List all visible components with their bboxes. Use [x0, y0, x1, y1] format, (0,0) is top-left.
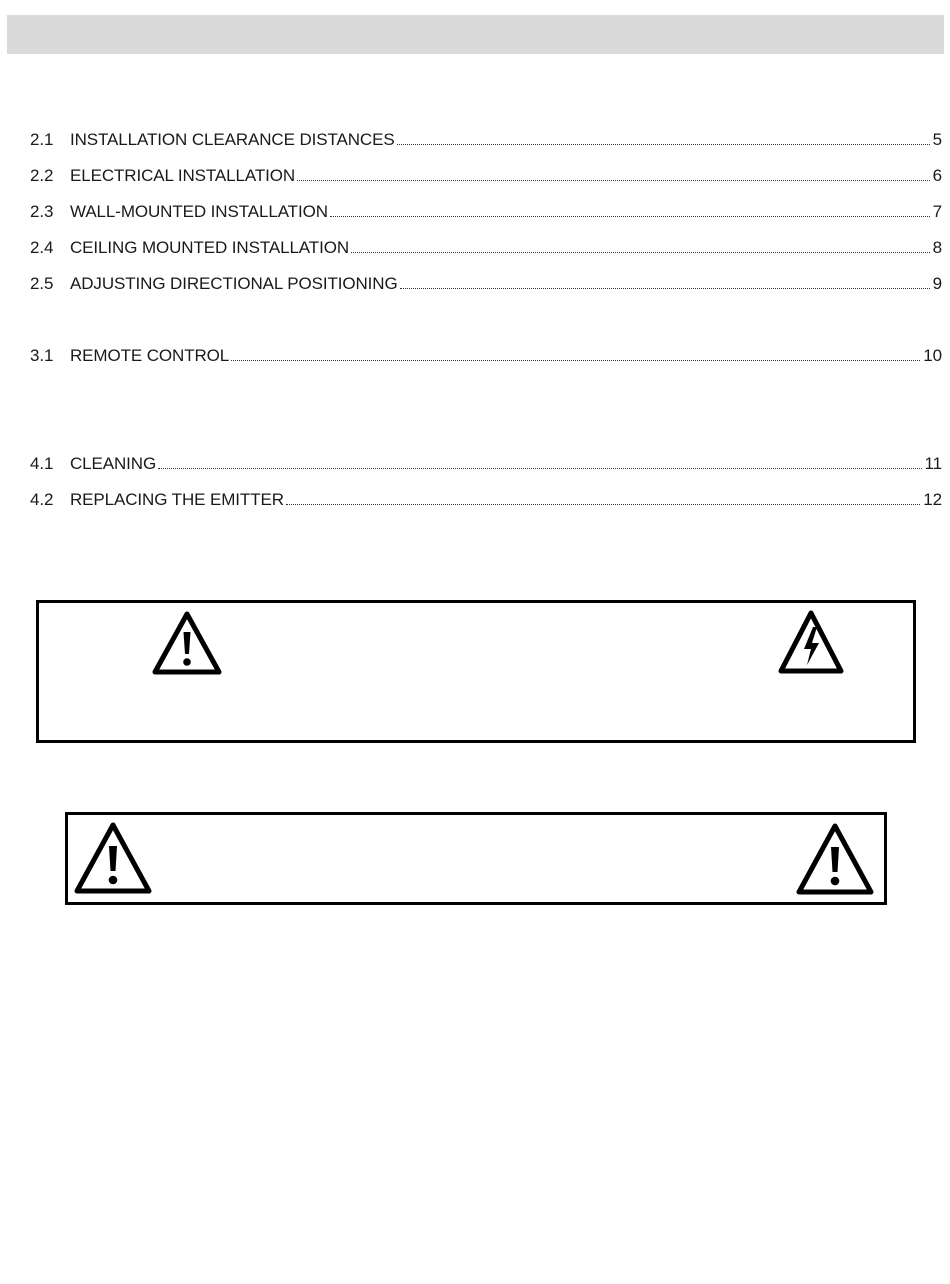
toc-entry-title: INSTALLATION CLEARANCE DISTANCES — [70, 130, 395, 149]
toc-dot-leader — [397, 143, 930, 145]
toc-entry-page: 6 — [932, 166, 942, 185]
warning-exclamation-icon — [73, 821, 153, 895]
toc-entry-number: 2.5 — [30, 274, 54, 293]
toc-dot-leader — [286, 503, 920, 505]
warning-exclamation-icon — [795, 822, 875, 896]
toc-dot-leader — [330, 215, 930, 217]
toc-entry[interactable] — [30, 450, 942, 474]
toc-entry-title: REPLACING THE EMITTER — [70, 490, 284, 509]
toc-entry-number: 2.4 — [30, 238, 54, 257]
toc-entry-title: ADJUSTING DIRECTIONAL POSITIONING — [70, 274, 398, 293]
toc-entry-number: 2.3 — [30, 202, 54, 221]
toc-dot-leader — [351, 251, 930, 253]
toc-entry-page: 8 — [932, 238, 942, 257]
header-bar — [7, 15, 944, 54]
toc-dot-leader — [297, 179, 930, 181]
toc-dot-leader — [158, 467, 921, 469]
warning-box — [36, 600, 916, 743]
toc-entry-page: 5 — [932, 130, 942, 149]
toc-entry-page: 10 — [923, 346, 942, 365]
toc-entry-number: 4.2 — [30, 490, 54, 509]
toc-entry[interactable] — [30, 126, 942, 150]
toc-entry-page: 7 — [932, 202, 942, 221]
toc-entry[interactable] — [30, 486, 942, 510]
toc-dot-leader — [231, 359, 920, 361]
warning-exclamation-icon — [151, 610, 223, 676]
toc-entry-title: CLEANING — [70, 454, 157, 473]
caution-box — [65, 812, 887, 905]
toc-entry-number: 4.1 — [30, 454, 54, 473]
toc-entry[interactable] — [30, 270, 942, 294]
toc-entry-title: REMOTE CONTROL — [70, 346, 230, 365]
toc-entry-number: 2.2 — [30, 166, 54, 185]
toc-entry-title: WALL-MOUNTED INSTALLATION — [70, 202, 328, 221]
toc-entry-page: 12 — [923, 490, 942, 509]
toc-entry[interactable] — [30, 234, 942, 258]
toc-entry-page: 11 — [924, 454, 942, 473]
toc-entry-number: 3.1 — [30, 346, 54, 365]
toc-entry[interactable] — [30, 162, 942, 186]
toc-entry-title: CEILING MOUNTED INSTALLATION — [70, 238, 349, 257]
toc-entry-title: ELECTRICAL INSTALLATION — [70, 166, 296, 185]
toc-entry-page: 9 — [932, 274, 942, 293]
toc-entry[interactable] — [30, 198, 942, 222]
toc-dot-leader — [400, 287, 930, 289]
electrical-hazard-icon — [777, 609, 845, 675]
toc-entry[interactable] — [30, 342, 942, 366]
toc-entry-number: 2.1 — [30, 130, 54, 149]
